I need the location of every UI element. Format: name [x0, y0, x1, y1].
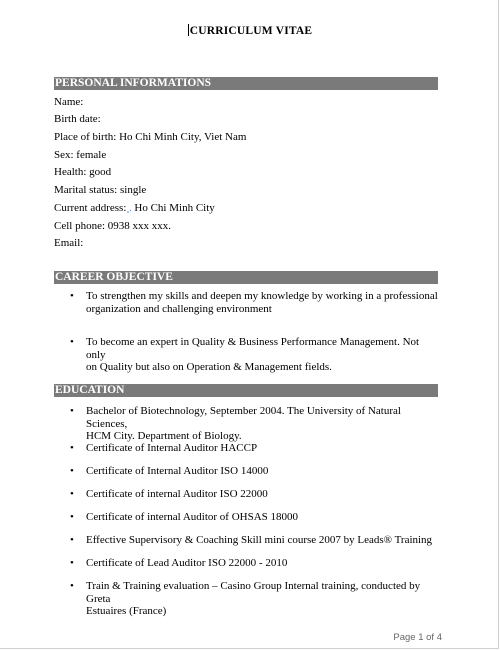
- list-item: • Certificate of Internal Auditor HACCP: [70, 442, 440, 455]
- education-list: [70, 488, 440, 501]
- personal-sex: Sex: female: [54, 149, 107, 161]
- list-item: • Certificate of internal Auditor of OHSAS 18000: [70, 511, 440, 524]
- section-heading-personal: PERSONAL INFORMATIONS: [54, 77, 438, 90]
- section-heading-career: CAREER OBJECTIVE: [54, 271, 438, 284]
- list-item: • Bachelor of Biotechnology, September 2004. The University of Natural Sciences, HCM City. Department of Biology.: [70, 405, 440, 443]
- list-item: • Certificate of Lead Auditor ISO 22000 - 2010: [70, 557, 440, 570]
- personal-cell-phone: Cell phone: 0938 xxx xxx.: [54, 220, 172, 232]
- list-item: • Certificate of internal Auditor ISO 22000: [70, 488, 440, 501]
- list-item: • To become an expert in Quality & Business Performance Management. Not only on Quality but also on Operation & Management fields.: [70, 336, 440, 374]
- spellcheck-squiggle: ¸.: [126, 203, 132, 213]
- career-list: [70, 336, 440, 374]
- list-item: • To strengthen my skills and deepen my knowledge by working in a professional organization and challenging environment: [70, 290, 440, 315]
- education-list: [70, 534, 440, 547]
- personal-marital-status: Marital status: single: [54, 184, 147, 196]
- personal-place-of-birth: Place of birth: Ho Chi Minh City, Viet Nam: [54, 131, 247, 143]
- career-list: [70, 290, 440, 315]
- page-number: Page 1 of 4: [393, 632, 442, 643]
- education-list: [70, 511, 440, 524]
- education-list: [70, 580, 440, 618]
- personal-current-address: Current address:¸. Ho Chi Minh City: [54, 202, 215, 214]
- personal-name: Name:: [54, 96, 84, 108]
- personal-health: Health: good: [54, 166, 112, 178]
- personal-birth-date: Birth date:: [54, 113, 101, 125]
- document-title: CURRICULUM VITAE: [189, 25, 313, 37]
- education-list: [70, 557, 440, 570]
- education-list: [70, 465, 440, 478]
- education-list: [70, 405, 440, 443]
- education-list: [70, 442, 440, 455]
- personal-email: Email:: [54, 237, 84, 249]
- list-item: • Certificate of Internal Auditor ISO 14000: [70, 465, 440, 478]
- text-cursor: [188, 24, 189, 36]
- list-item: • Train & Training evaluation – Casino Group Internal training, conducted by Greta Estuaires (France): [70, 580, 440, 618]
- section-heading-education: EDUCATION: [54, 384, 438, 397]
- list-item: • Effective Supervisory & Coaching Skill mini course 2007 by Leads® Training: [70, 534, 440, 547]
